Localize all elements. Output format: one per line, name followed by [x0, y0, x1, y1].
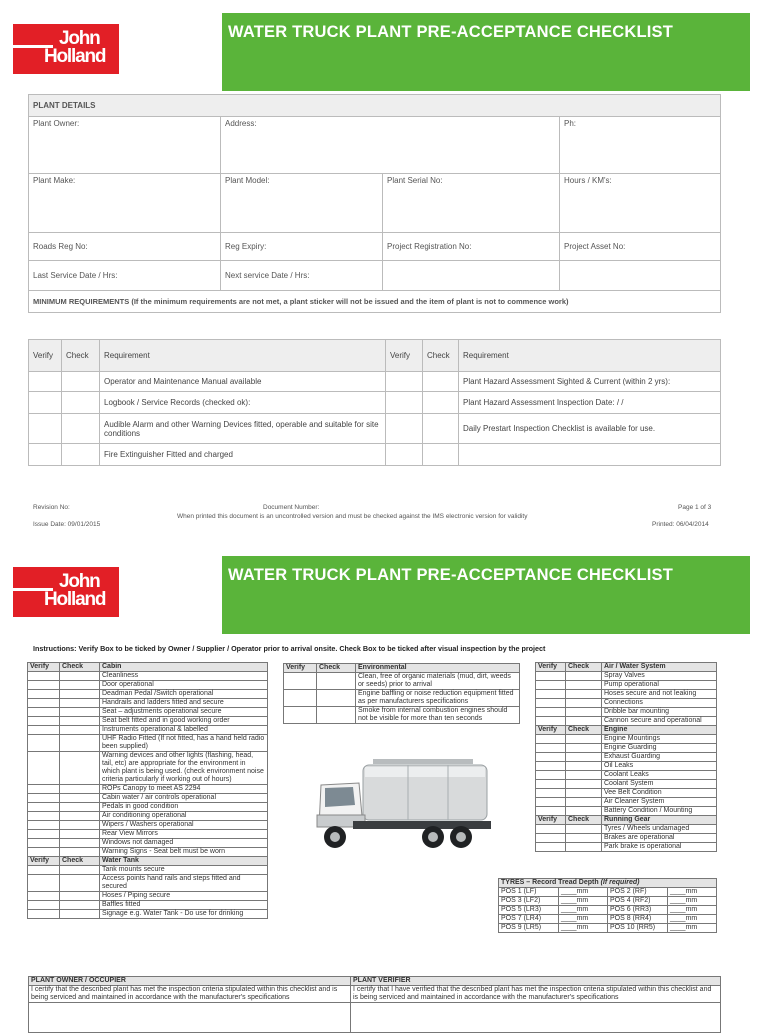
plant-serial-field[interactable]: Plant Serial No:	[383, 174, 560, 233]
tyre-row	[499, 906, 717, 915]
col-check: Check	[566, 663, 602, 672]
col-verify: Verify	[536, 726, 566, 735]
tread-depth-field[interactable]: ____mm	[559, 906, 608, 915]
tyre-position: POS 2 (RF)	[608, 888, 668, 897]
check-box[interactable]	[566, 753, 602, 762]
verify-box[interactable]	[28, 794, 60, 803]
requirement-text: Operator and Maintenance Manual available	[100, 372, 386, 392]
check-box[interactable]	[60, 794, 100, 803]
table-row	[28, 681, 268, 690]
check-box[interactable]	[62, 372, 100, 392]
checklist-item: Air conditioning operational	[100, 812, 268, 821]
table-row	[28, 901, 268, 910]
check-box[interactable]	[60, 699, 100, 708]
checklist-item: Tank mounts secure	[100, 866, 268, 875]
verify-box[interactable]	[28, 726, 60, 735]
check-box[interactable]	[60, 672, 100, 681]
verify-box[interactable]	[536, 753, 566, 762]
check-box[interactable]	[566, 735, 602, 744]
table-row	[536, 780, 717, 789]
verify-box[interactable]	[28, 892, 60, 901]
check-box[interactable]	[60, 735, 100, 752]
check-box[interactable]	[317, 690, 356, 707]
table-row	[536, 753, 717, 762]
checklist-item: Deadman Pedal /Switch operational	[100, 690, 268, 699]
checklist-item: Dribble bar mounting	[602, 708, 717, 717]
checklist-item: Hoses secure and not leaking	[602, 690, 717, 699]
verify-box[interactable]	[386, 414, 423, 444]
blank-cell	[383, 261, 560, 291]
check-box[interactable]	[566, 780, 602, 789]
tread-depth-field[interactable]: ____mm	[559, 915, 608, 924]
verify-box[interactable]	[28, 708, 60, 717]
tread-depth-field[interactable]: ____mm	[668, 897, 717, 906]
section-header: Environmental	[356, 664, 520, 673]
tyre-position: POS 6 (RR3)	[608, 906, 668, 915]
col-check: Check	[60, 857, 100, 866]
col-verify: Verify	[536, 816, 566, 825]
checklist-item: Access points hand rails and steps fitted and secured	[100, 875, 268, 892]
verify-box[interactable]	[536, 780, 566, 789]
checklist-item: Signage e.g. Water Tank - Do use for drinking	[100, 910, 268, 919]
tread-depth-field[interactable]: ____mm	[559, 888, 608, 897]
requirement-text: Plant Hazard Assessment Inspection Date: / /	[459, 392, 721, 414]
verify-box[interactable]	[28, 839, 60, 848]
table-row	[536, 735, 717, 744]
check-box[interactable]	[566, 708, 602, 717]
table-row	[28, 875, 268, 892]
roads-reg-field[interactable]: Roads Reg No:	[29, 233, 221, 261]
verify-box[interactable]	[28, 735, 60, 752]
verify-box[interactable]	[28, 785, 60, 794]
tyres-title: TYRES – Record Tread Depth	[501, 879, 599, 886]
issue-date: Issue Date: 09/01/2015	[33, 521, 101, 528]
table-row	[28, 839, 268, 848]
verify-box[interactable]	[536, 672, 566, 681]
requirement-text: Daily Prestart Inspection Checklist is available for use.	[459, 414, 721, 444]
check-box[interactable]	[566, 717, 602, 726]
verify-box[interactable]	[28, 699, 60, 708]
tread-depth-field[interactable]: ____mm	[559, 924, 608, 933]
requirement-text: Logbook / Service Records (checked ok):	[100, 392, 386, 414]
col-check: Check	[62, 340, 100, 372]
verify-box[interactable]	[29, 444, 62, 466]
verify-box[interactable]	[536, 834, 566, 843]
section-header-row	[536, 726, 717, 735]
checklist-item: Connections	[602, 699, 717, 708]
verify-box[interactable]	[536, 825, 566, 834]
table-row	[28, 717, 268, 726]
table-row	[536, 771, 717, 780]
tyre-position: POS 4 (RF2)	[608, 897, 668, 906]
checklist-item: Oil Leaks	[602, 762, 717, 771]
table-row	[28, 672, 268, 681]
checklist-item: Engine Guarding	[602, 744, 717, 753]
section-header: Cabin	[100, 663, 268, 672]
table-row	[28, 708, 268, 717]
check-box[interactable]	[423, 414, 459, 444]
checklist-item: Engine Mountings	[602, 735, 717, 744]
verify-box[interactable]	[28, 901, 60, 910]
checklist-item: Tyres / Wheels undamaged	[602, 825, 717, 834]
check-box[interactable]	[566, 744, 602, 753]
checklist-item: Clean, free of organic materials (mud, dirt, weeds or seeds) prior to arrival	[356, 673, 520, 690]
checklist-item: Windows not damaged	[100, 839, 268, 848]
verify-box[interactable]	[28, 910, 60, 919]
tyre-position: POS 9 (LR5)	[499, 924, 559, 933]
table-row	[28, 812, 268, 821]
environmental-table	[283, 663, 520, 724]
requirement-text: Fire Extinguisher Fitted and charged	[100, 444, 386, 466]
tyre-position: POS 7 (LR4)	[499, 915, 559, 924]
table-row	[28, 848, 268, 857]
col-check: Check	[423, 340, 459, 372]
checklist-item: Pump operational	[602, 681, 717, 690]
checklist-item: Door operational	[100, 681, 268, 690]
verify-box[interactable]	[536, 789, 566, 798]
table-row	[536, 798, 717, 807]
checklist-item: Battery Condition / Mounting	[602, 807, 717, 816]
owner-certification: I certify that the described plant has met the inspection criteria stipulated within this checklist and is being serviced and maintained in accordance with the manufacturer's specifications	[29, 986, 351, 1003]
tyre-position: POS 3 (LF2)	[499, 897, 559, 906]
table-row	[28, 892, 268, 901]
table-row	[536, 681, 717, 690]
tyre-row	[499, 888, 717, 897]
requirement-text: Audible Alarm and other Warning Devices fitted, operable and suitable for site conditions	[100, 414, 386, 444]
tyres-header	[499, 879, 717, 888]
checklist-item: Baffles fitted	[100, 901, 268, 910]
verifier-signature-field[interactable]	[351, 1003, 721, 1033]
checklist-item: Hoses / Piping secure	[100, 892, 268, 901]
verify-box[interactable]	[536, 735, 566, 744]
project-asset-field[interactable]: Project Asset No:	[560, 233, 721, 261]
check-box[interactable]	[60, 892, 100, 901]
tread-depth-field[interactable]: ____mm	[559, 897, 608, 906]
verify-box[interactable]	[28, 803, 60, 812]
blank-cell	[560, 261, 721, 291]
phone-field[interactable]: Ph:	[560, 117, 721, 174]
table-row	[536, 708, 717, 717]
verify-box[interactable]	[28, 848, 60, 857]
document-number: Document Number:	[263, 504, 320, 511]
tyre-position: POS 1 (LF)	[499, 888, 559, 897]
section-header: Engine	[602, 726, 717, 735]
checklist-item: Instruments operational & labelled	[100, 726, 268, 735]
check-box[interactable]	[60, 681, 100, 690]
table-row	[28, 794, 268, 803]
requirement-text: Plant Hazard Assessment Sighted & Current (within 2 yrs):	[459, 372, 721, 392]
table-row	[28, 803, 268, 812]
minimum-requirements-note: MINIMUM REQUIREMENTS (If the minimum requirements are not met, a plant sticker will not be issued and the item of plant is not to commence work)	[29, 291, 721, 313]
cabin-water-tank-table	[27, 662, 268, 919]
col-check: Check	[566, 816, 602, 825]
verify-box[interactable]	[28, 690, 60, 699]
verifier-header: PLANT VERIFIER	[351, 977, 721, 986]
verify-box[interactable]	[28, 717, 60, 726]
verify-box[interactable]	[536, 843, 566, 852]
checklist-item: Rear View Mirrors	[100, 830, 268, 839]
verify-box[interactable]	[284, 690, 317, 707]
table-row	[28, 690, 268, 699]
table-row	[536, 834, 717, 843]
tyre-row	[499, 924, 717, 933]
checklist-item: Coolant System	[602, 780, 717, 789]
checklist-item: Exhaust Guarding	[602, 753, 717, 762]
checklist-item: Warning Signs - Seat belt must be worn	[100, 848, 268, 857]
verify-box[interactable]	[536, 744, 566, 753]
owner-signature-field[interactable]	[29, 1003, 351, 1033]
tyre-row	[499, 915, 717, 924]
check-box[interactable]	[60, 752, 100, 785]
verify-box[interactable]	[28, 830, 60, 839]
verify-box[interactable]	[28, 866, 60, 875]
section-header: Running Gear	[602, 816, 717, 825]
tread-depth-field[interactable]: ____mm	[668, 888, 717, 897]
table-row	[536, 789, 717, 798]
col-requirement: Requirement	[100, 340, 386, 372]
check-box[interactable]	[566, 762, 602, 771]
revision-number: Revision No:	[33, 504, 70, 511]
water-truck-image	[313, 755, 493, 857]
hours-km-field[interactable]: Hours / KM's:	[560, 174, 721, 233]
table-row	[284, 707, 520, 724]
verify-box[interactable]	[536, 681, 566, 690]
owner-header: PLANT OWNER / OCCUPIER	[29, 977, 351, 986]
table-row	[536, 717, 717, 726]
col-verify: Verify	[28, 663, 60, 672]
check-box[interactable]	[566, 843, 602, 852]
checklist-item: Vee Belt Condition	[602, 789, 717, 798]
check-box[interactable]	[60, 708, 100, 717]
table-row	[28, 699, 268, 708]
verify-box[interactable]	[536, 708, 566, 717]
checklist-item: Warning devices and other lights (flashing, head, tail, etc) are appropriate for the environment in which plant is being used. (check environment noise criteria particularly if working out of hours)	[100, 752, 268, 785]
table-row	[28, 830, 268, 839]
plant-model-field[interactable]: Plant Model:	[221, 174, 383, 233]
verify-box[interactable]	[536, 771, 566, 780]
check-box[interactable]	[60, 848, 100, 857]
address-field[interactable]: Address:	[221, 117, 560, 174]
uncontrolled-notice: When printed this document is an uncontrolled version and must be checked against the IMS electronic version for validity	[177, 513, 528, 520]
table-row	[284, 673, 520, 690]
col-verify: Verify	[28, 857, 60, 866]
plant-details-table	[28, 94, 721, 313]
verify-box[interactable]	[28, 821, 60, 830]
check-box[interactable]	[60, 821, 100, 830]
plant-make-field[interactable]: Plant Make:	[29, 174, 221, 233]
checklist-item: Seat – adjustments operational secure	[100, 708, 268, 717]
check-box[interactable]	[423, 444, 459, 466]
col-verify: Verify	[386, 340, 423, 372]
tyres-header-row	[499, 879, 717, 888]
check-box[interactable]	[566, 672, 602, 681]
page-title: WATER TRUCK PLANT PRE-ACCEPTANCE CHECKLIST	[228, 566, 674, 584]
col-check: Check	[317, 664, 356, 673]
table-row	[536, 843, 717, 852]
verify-box[interactable]	[28, 681, 60, 690]
verify-box[interactable]	[29, 372, 62, 392]
checklist-item: Smoke from internal combustion engines should not be visible for more than ten seconds	[356, 707, 520, 724]
col-verify: Verify	[284, 664, 317, 673]
table-row	[28, 752, 268, 785]
check-box[interactable]	[566, 771, 602, 780]
verify-box[interactable]	[536, 717, 566, 726]
checklist-item: Brakes are operational	[602, 834, 717, 843]
verify-box[interactable]	[29, 392, 62, 414]
section-header-row	[536, 663, 717, 672]
verify-box[interactable]	[536, 798, 566, 807]
check-box[interactable]	[566, 690, 602, 699]
plant-owner-field[interactable]: Plant Owner:	[29, 117, 221, 174]
tyre-position: POS 10 (RR5)	[608, 924, 668, 933]
verify-box[interactable]	[536, 762, 566, 771]
instructions: Instructions: Verify Box to be ticked by Owner / Supplier / Operator prior to arrival onsite. Check Box to be ticked after visual inspection by the project	[33, 644, 546, 653]
col-verify: Verify	[536, 663, 566, 672]
plant-details-header: PLANT DETAILS	[29, 95, 721, 117]
check-box[interactable]	[566, 825, 602, 834]
section-header: Water Tank	[100, 857, 268, 866]
checklist-item: Wipers / Washers operational	[100, 821, 268, 830]
checklist-item: Spray Valves	[602, 672, 717, 681]
section-header: Air / Water System	[602, 663, 717, 672]
verify-box[interactable]	[28, 672, 60, 681]
col-verify: Verify	[29, 340, 62, 372]
check-box[interactable]	[60, 726, 100, 735]
table-row	[28, 821, 268, 830]
john-holland-logo: John Holland	[13, 567, 119, 617]
verify-box[interactable]	[28, 812, 60, 821]
check-box[interactable]	[60, 901, 100, 910]
check-box[interactable]	[566, 834, 602, 843]
checklist-item: UHF Radio Fitted (If not fitted, has a hand held radio been supplied)	[100, 735, 268, 752]
check-box[interactable]	[62, 414, 100, 444]
verify-box[interactable]	[536, 690, 566, 699]
page-title: WATER TRUCK PLANT PRE-ACCEPTANCE CHECKLIST	[228, 23, 674, 41]
table-row	[28, 866, 268, 875]
verify-box[interactable]	[386, 372, 423, 392]
table-row	[536, 744, 717, 753]
checklist-item: Seat belt fitted and in good working order	[100, 717, 268, 726]
check-box[interactable]	[60, 866, 100, 875]
verify-box[interactable]	[284, 673, 317, 690]
verify-box[interactable]	[536, 807, 566, 816]
check-box[interactable]	[566, 681, 602, 690]
table-row	[28, 785, 268, 794]
systems-table	[535, 662, 717, 852]
requirements-table	[28, 339, 721, 466]
checklist-item: Handrails and ladders fitted and secure	[100, 699, 268, 708]
check-box[interactable]	[62, 444, 100, 466]
verify-box[interactable]	[386, 392, 423, 414]
checklist-item: Engine baffling or noise reduction equipment fitted as per manufacturers specifications	[356, 690, 520, 707]
check-box[interactable]	[60, 910, 100, 919]
certification-table	[28, 976, 721, 1033]
col-check: Check	[566, 726, 602, 735]
requirement-text	[459, 444, 721, 466]
verify-box[interactable]	[536, 699, 566, 708]
checklist-item: Air Cleaner System	[602, 798, 717, 807]
col-check: Check	[60, 663, 100, 672]
check-box[interactable]	[60, 875, 100, 892]
section-header-row	[536, 816, 717, 825]
table-row	[28, 910, 268, 919]
checklist-item: Park brake is operational	[602, 843, 717, 852]
check-box[interactable]	[60, 717, 100, 726]
tyres-table	[498, 878, 717, 933]
col-requirement: Requirement	[459, 340, 721, 372]
check-box[interactable]	[566, 798, 602, 807]
check-box[interactable]	[566, 789, 602, 798]
check-box[interactable]	[60, 839, 100, 848]
tread-depth-field[interactable]: ____mm	[668, 915, 717, 924]
check-box[interactable]	[60, 785, 100, 794]
last-service-field[interactable]: Last Service Date / Hrs:	[29, 261, 221, 291]
check-box[interactable]	[60, 812, 100, 821]
tyre-row	[499, 897, 717, 906]
john-holland-logo: John Holland	[13, 24, 119, 74]
table-row	[536, 672, 717, 681]
check-box[interactable]	[60, 690, 100, 699]
verify-box[interactable]	[29, 414, 62, 444]
section-header-row	[284, 664, 520, 673]
verifier-certification: I certify that I have verified that the described plant has met the inspection criteria stipulated within this checklist and is being serviced and maintained in accordance with the manufacturer's specifications	[351, 986, 721, 1003]
section-header-row	[28, 663, 268, 672]
check-box[interactable]	[566, 699, 602, 708]
tyre-position: POS 5 (LR3)	[499, 906, 559, 915]
tread-depth-field[interactable]: ____mm	[668, 924, 717, 933]
section-header-row	[28, 857, 268, 866]
reg-expiry-field[interactable]: Reg Expiry:	[221, 233, 383, 261]
verify-box[interactable]	[28, 752, 60, 785]
checklist-item: ROPs Canopy to meet AS 2294	[100, 785, 268, 794]
table-row	[28, 735, 268, 752]
check-box[interactable]	[566, 807, 602, 816]
checklist-item: Pedals in good condition	[100, 803, 268, 812]
table-row	[536, 762, 717, 771]
check-box[interactable]	[60, 803, 100, 812]
tread-depth-field[interactable]: ____mm	[668, 906, 717, 915]
check-box[interactable]	[423, 372, 459, 392]
table-row	[536, 699, 717, 708]
table-row	[284, 690, 520, 707]
table-row	[28, 726, 268, 735]
checklist-item: Cabin water / air controls operational	[100, 794, 268, 803]
tyre-position: POS 8 (RR4)	[608, 915, 668, 924]
printed-date: Printed: 06/04/2014	[652, 521, 709, 528]
checklist-item: Cleanliness	[100, 672, 268, 681]
next-service-field[interactable]: Next service Date / Hrs:	[221, 261, 383, 291]
tyres-note: (If required)	[600, 879, 640, 886]
check-box[interactable]	[423, 392, 459, 414]
page-number: Page 1 of 3	[678, 504, 712, 511]
table-row	[536, 807, 717, 816]
check-box[interactable]	[60, 830, 100, 839]
table-row	[536, 690, 717, 699]
verify-box[interactable]	[284, 707, 317, 724]
verify-box[interactable]	[28, 875, 60, 892]
checklist-item: Cannon secure and operational	[602, 717, 717, 726]
project-registration-field[interactable]: Project Registration No:	[383, 233, 560, 261]
verify-box[interactable]	[386, 444, 423, 466]
check-box[interactable]	[62, 392, 100, 414]
check-box[interactable]	[317, 673, 356, 690]
table-row	[536, 825, 717, 834]
check-box[interactable]	[317, 707, 356, 724]
checklist-item: Coolant Leaks	[602, 771, 717, 780]
